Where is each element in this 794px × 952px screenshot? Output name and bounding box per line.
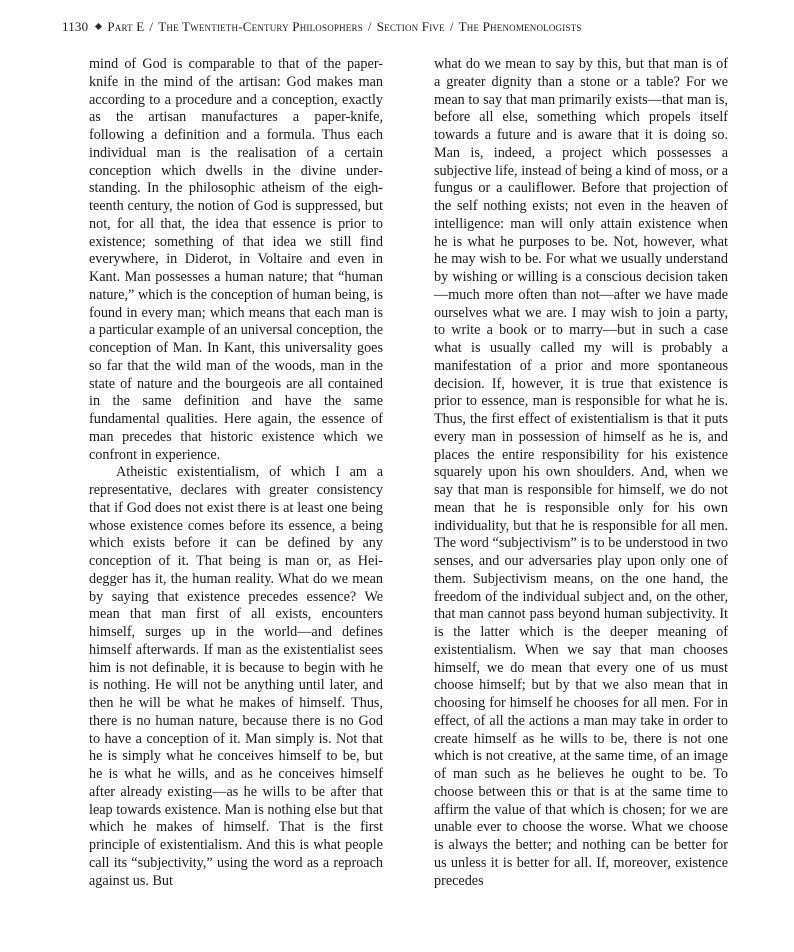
right-text-column — [434, 56, 728, 890]
paragraph: what do we mean to say by this, but that man is of a greater dignity than a stone or a table? For we mean to say that man primarily exists—that man is, before all else, something which propels itself towards a future and is aware that it is doing so. Man is, indeed, a project which possesses a subjective life, instead of being a kind of moss, or a fungus or a cauliflower. Before that projection of the self nothing exists; not even in the heaven of intelligence: man will only attain existence when he is what he purposes to be. Not, however, what he may wish to be. For what we usually understand by wishing or willing is a conscious decision taken—much more often than not—after we have made ourselves what we are. I may wish to join a party, to write a book or to marry—but in such a case what is usually called my will is probably a manifestation of a prior and more spontaneous decision. If, however, it is true that existence is prior to essence, man is responsible for what he is. Thus, the first effect of existentialism is that it puts every man in possession of himself as he is, and places the entire responsibility for his existence squarely upon his own shoulders. And, when we say that man is responsible for himself, we do not mean that he is responsible only for his own individuality, but that he is responsible for all men. The word “subjectivism” is to be understood in two senses, and our adversaries play upon only one of them. Subjectivism means, on the one hand, the freedom of the individual subject and, on the other, that man cannot pass beyond human subjectivity. It is the latter which is the deeper meaning of existentialism. When we say that man chooses himself, we do mean that every one of us must choose himself; but by that we also mean that in choosing for himself he chooses for all men. For in effect, of all the actions a man may take in order to create himself as he wills to be, there is not one which is not creative, at the same time, of an image of man such as he believes he ought to be. To choose between this or that is at the same time to affirm the value of that which is chosen; for we are unable ever to choose the worse. What we choose is always the better; and nothing can be better for us unless it is better for all. If, moreover, existence precedes — [434, 56, 728, 889]
paragraph: Atheistic existentialism, of which I am a representative, declares with greater consistency that if God does not exist there is at least one being whose existence comes before its essence, a being which exists before it can be defined by any conception of it. That being is man or, as Heidegger has it, the human reality. What do we mean by saying that existence precedes essence? We mean that man first of all exists, encounters himself, surges up in the world—and defines himself afterwards. If man as the existentialist sees him is not definable, it is because to begin with he is nothing. He will not be anything until later, and then he will be what he makes of himself. Thus, there is no human nature, because there is no God to have a conception of it. Man simply is. Not that he is simply what he conceives himself to be, but he is what he wills, and as he conceives himself after already existing—as he wills to be after that leap towards existence. Man is nothing else but that which he makes of himself. That is the first principle of existentialism. And this is what people call its “subjectivity,” using the word as a reproach against us. But — [89, 464, 383, 889]
paragraph: mind of God is comparable to that of the paper-knife in the mind of the artisan: God makes man according to a procedure and a conception, exactly as the artisan manufactures a paper-knife, following a definition and a formula. Thus each individual man is the realisation of a certain conception which dwells in the divine understanding. In the philosophic atheism of the eighteenth century, the notion of God is suppressed, but not, for all that, the idea that essence is prior to existence; something of that idea we still find everywhere, in Diderot, in Voltaire and even in Kant. Man possesses a human nature; that “human nature,” which is the conception of human being, is found in every man; which means that each man is a particular example of an universal conception, the conception of Man. In Kant, this universality goes so far that the wild man of the woods, man in the state of nature and the bourgeois are all contained in the same definition and have the same fundamental qualities. Here again, the essence of man precedes that historic existence which we confront in experience. — [89, 56, 383, 463]
page-number: 1130 — [62, 19, 89, 34]
header-separator: / — [149, 19, 154, 34]
header-chapter: The Phenomenologists — [458, 19, 582, 34]
left-text-column — [89, 56, 383, 890]
running-header — [62, 18, 742, 36]
header-separator: / — [367, 19, 372, 34]
diamond-bullet-icon — [95, 23, 102, 30]
header-part: Part E — [107, 19, 145, 34]
header-book-section: The Twentieth-Century Philosophers — [158, 19, 363, 34]
header-section: Section Five — [376, 19, 445, 34]
header-separator: / — [449, 19, 454, 34]
